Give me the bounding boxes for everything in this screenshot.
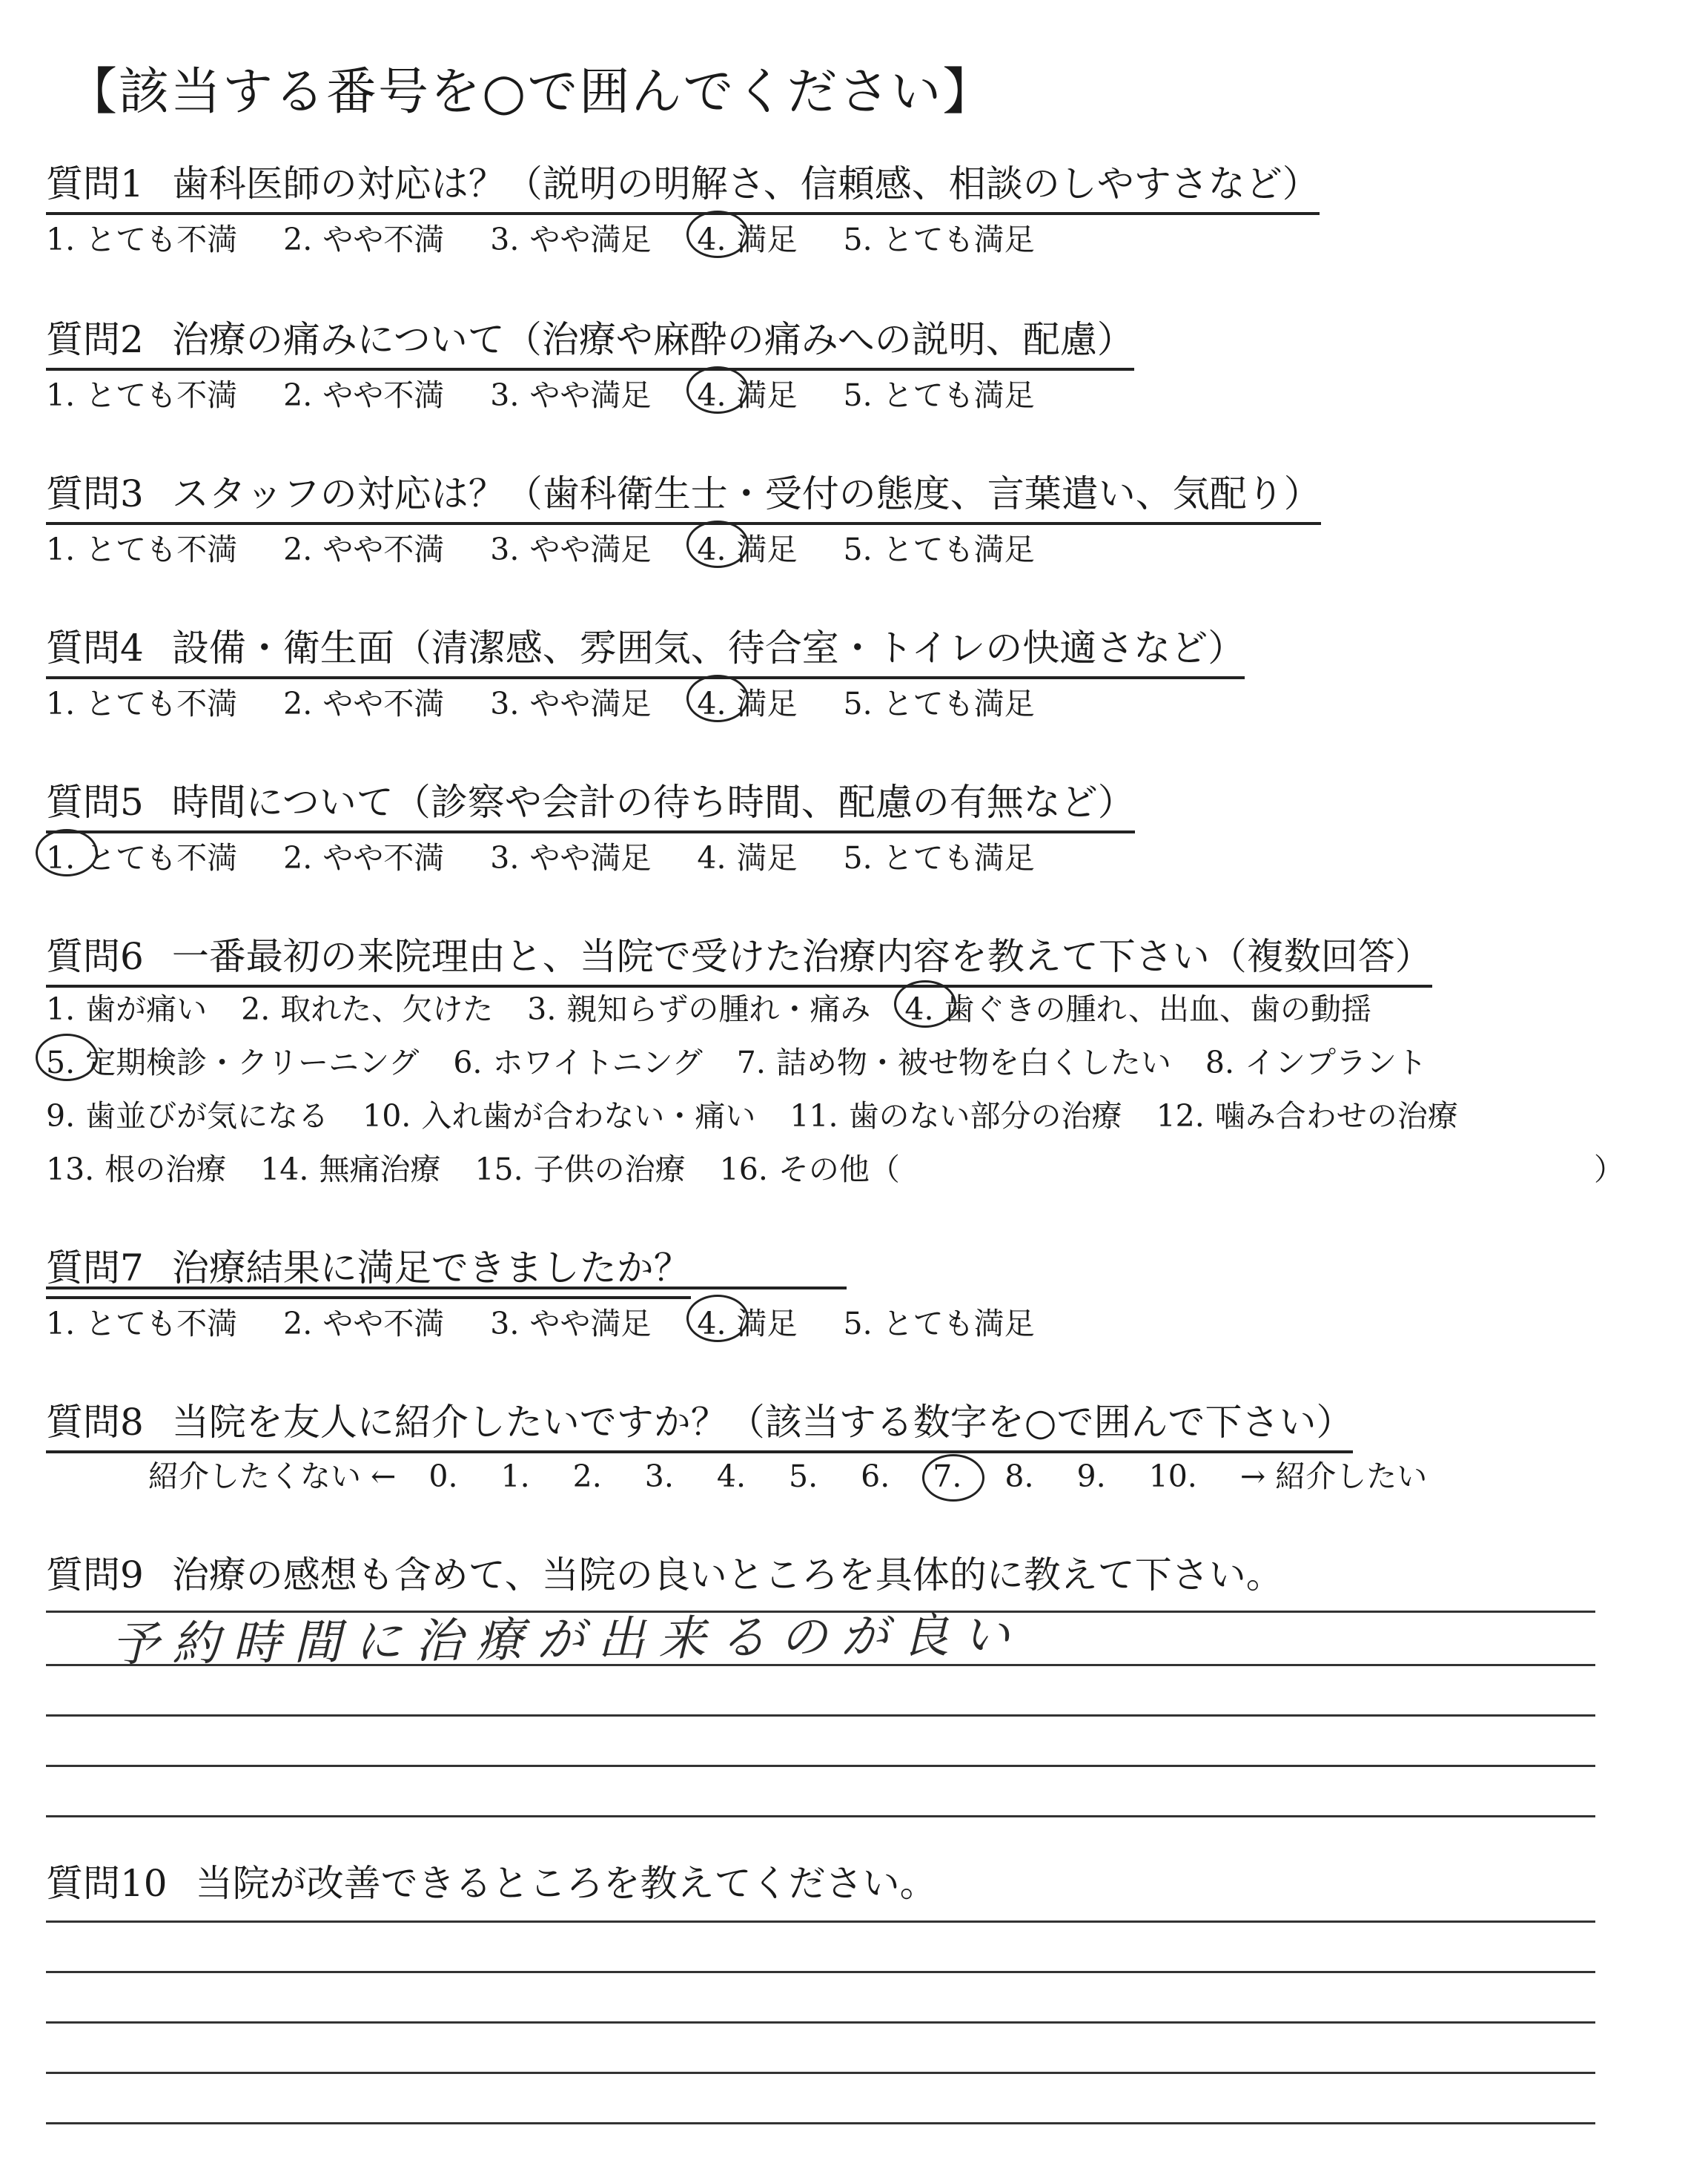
scale-option — [844, 679, 1035, 723]
question-text: 歯科医師の対応は？（説明の明解さ、信頼感、相談のしやすさなど） — [171, 162, 1320, 205]
option-label: ホワイトニング — [492, 1045, 703, 1080]
option-label: やや満足 — [529, 1306, 652, 1341]
question-number: 質問3 — [46, 472, 144, 515]
recommend-score — [645, 1459, 684, 1494]
option-number: 5. — [46, 1045, 76, 1080]
recommend-score — [789, 1459, 828, 1494]
q8-scale — [148, 1452, 1466, 1496]
option-label: とても満足 — [882, 377, 1035, 413]
option-number: 1. — [46, 377, 76, 413]
scale-option — [697, 215, 797, 259]
option-number: 1. — [46, 991, 76, 1027]
scale-right-label: → 紹介したい — [1239, 1459, 1428, 1494]
option-number: 1. — [46, 1306, 76, 1341]
option-label: とても満足 — [882, 686, 1035, 721]
option-label: とても不満 — [85, 840, 238, 876]
option-number: 4. — [716, 1459, 747, 1494]
answer-line — [46, 2122, 1595, 2124]
option-label: 歯が痛い — [85, 991, 208, 1027]
recommend-score — [1077, 1459, 1116, 1494]
option-number: 4. — [697, 1306, 726, 1341]
answer-line — [46, 2021, 1595, 2024]
option-label: やや不満 — [322, 377, 445, 413]
scale-option — [283, 525, 444, 569]
scale-option — [490, 679, 651, 723]
option-number: 0. — [428, 1459, 458, 1494]
option-label: とても不満 — [85, 377, 238, 413]
option-number: 1. — [46, 840, 76, 876]
option-label: 取れた、欠けた — [280, 991, 494, 1027]
reason-option — [453, 1038, 702, 1082]
scale-option — [283, 833, 444, 877]
answer-line — [46, 1664, 1595, 1666]
question-text: 時間について（診察や会計の待ち時間、配慮の有無など） — [171, 781, 1135, 824]
option-number: 11. — [790, 1098, 838, 1134]
option-number: 9. — [46, 1098, 76, 1134]
option-number: 3. — [644, 1459, 674, 1494]
option-number: 4. — [904, 991, 934, 1027]
option-number: 7. — [933, 1459, 962, 1494]
option-number: 12. — [1156, 1098, 1205, 1134]
question-number: 質問9 — [46, 1553, 144, 1596]
option-label: 無痛治療 — [319, 1152, 441, 1187]
scale-option — [697, 525, 797, 569]
question-text: 当院を友人に紹介したいですか？（該当する数字を○で囲んで下さい） — [171, 1401, 1354, 1444]
reason-option — [46, 1038, 419, 1082]
q3-options — [46, 525, 1081, 569]
scale-option — [46, 833, 237, 877]
option-label: 根の治療 — [105, 1152, 227, 1187]
option-number: 14. — [260, 1152, 309, 1187]
option-number: 1. — [500, 1459, 530, 1494]
scale-option — [283, 371, 444, 415]
answer-line — [46, 1920, 1595, 1923]
option-number: 3. — [490, 1306, 520, 1341]
option-label: 歯ぐきの腫れ、出血、歯の動揺 — [944, 991, 1371, 1027]
option-number: 10. — [363, 1098, 411, 1134]
option-label: やや不満 — [322, 840, 445, 876]
scale-option — [844, 1299, 1035, 1343]
answer-line — [46, 2072, 1595, 2074]
option-number: 2. — [572, 1459, 602, 1494]
answer-line — [46, 1714, 1595, 1717]
scale-option — [283, 679, 444, 723]
recommend-score — [717, 1459, 756, 1494]
option-label: 子供の治療 — [533, 1152, 686, 1187]
scale-option — [844, 525, 1035, 569]
option-number: 3. — [490, 686, 520, 721]
question-text: 設備・衛生面（清潔感、雰囲気、待合室・トイレの快適さなど） — [171, 627, 1245, 670]
option-number: 2. — [283, 686, 313, 721]
question-number: 質問7 — [46, 1246, 144, 1289]
reason-option — [790, 1091, 1122, 1135]
question-3 — [46, 464, 1321, 525]
q2-options — [46, 371, 1081, 415]
option-number: 2. — [283, 1306, 313, 1341]
q4-options — [46, 679, 1081, 723]
question-2 — [46, 310, 1134, 371]
scale-option — [697, 833, 797, 877]
scale-option — [697, 371, 797, 415]
option-label: 満足 — [736, 532, 798, 567]
option-label: とても不満 — [85, 1306, 238, 1341]
q6-row-2 — [46, 1038, 1461, 1082]
option-label: 親知らずの腫れ・痛み — [566, 991, 871, 1027]
q6-row-1 — [46, 985, 1406, 1028]
option-number: 2. — [241, 991, 271, 1027]
question-6 — [46, 927, 1432, 988]
scale-option — [490, 833, 651, 877]
option-number: 1. — [46, 222, 76, 257]
scale-option — [697, 679, 797, 723]
q6-row-3 — [46, 1091, 1492, 1135]
option-number: 3. — [490, 532, 520, 567]
scale-option — [283, 215, 444, 259]
option-label: やや満足 — [529, 377, 652, 413]
option-number: 9. — [1076, 1459, 1106, 1494]
option-label: その他（ — [778, 1152, 900, 1187]
option-label: 満足 — [736, 377, 798, 413]
reason-option — [46, 1091, 328, 1135]
option-number: 5. — [789, 1459, 818, 1494]
question-10 — [46, 1854, 937, 1912]
q6-row-4 — [46, 1145, 934, 1189]
scale-option — [490, 1299, 651, 1343]
reason-option — [904, 985, 1371, 1028]
option-number: 4. — [697, 377, 726, 413]
question-number: 質問10 — [46, 1862, 168, 1905]
option-number: 13. — [46, 1152, 95, 1187]
option-number: 4. — [697, 222, 726, 257]
option-number: 4. — [697, 686, 726, 721]
reason-option — [527, 985, 870, 1028]
scale-option — [46, 1299, 237, 1343]
option-number: 3. — [527, 991, 557, 1027]
scale-option — [844, 215, 1035, 259]
option-label: やや満足 — [529, 840, 652, 876]
option-label: やや満足 — [529, 222, 652, 257]
option-number: 10. — [1148, 1459, 1197, 1494]
question-text: 治療の痛みについて（治療や麻酔の痛みへの説明、配慮） — [171, 318, 1134, 361]
option-number: 2. — [283, 222, 313, 257]
question-number: 質問6 — [46, 935, 144, 978]
question-number: 質問4 — [46, 627, 144, 670]
option-label: 入れ歯が合わない・痛い — [421, 1098, 756, 1134]
option-number: 8. — [1004, 1459, 1034, 1494]
option-label: 満足 — [736, 222, 798, 257]
reason-option — [737, 1038, 1171, 1082]
option-number: 2. — [283, 377, 313, 413]
scale-option — [46, 525, 237, 569]
reason-option — [474, 1145, 685, 1189]
option-number: 5. — [843, 1306, 873, 1341]
option-number: 4. — [697, 840, 726, 876]
reason-option — [720, 1145, 900, 1189]
option-number: 5. — [843, 532, 873, 567]
option-label: やや満足 — [529, 532, 652, 567]
recommend-score — [428, 1459, 468, 1494]
option-label: やや不満 — [322, 1306, 445, 1341]
option-number: 3. — [490, 222, 520, 257]
q5-options — [46, 833, 1081, 877]
recommend-score — [861, 1459, 900, 1494]
option-label: とても不満 — [85, 222, 238, 257]
option-label: 詰め物・被せ物を白くしたい — [775, 1045, 1171, 1080]
question-number: 質問5 — [46, 781, 144, 824]
option-label: 歯のない部分の治療 — [848, 1098, 1122, 1134]
reason-option — [1156, 1091, 1458, 1135]
question-7-underline — [46, 1287, 847, 1289]
question-8 — [46, 1393, 1353, 1453]
option-label: とても不満 — [85, 686, 238, 721]
question-5 — [46, 773, 1135, 833]
reason-option — [241, 985, 493, 1028]
option-number: 6. — [861, 1459, 890, 1494]
scale-option — [46, 679, 237, 723]
reason-option — [46, 985, 207, 1028]
scale-option — [490, 215, 651, 259]
option-number: 5. — [843, 377, 873, 413]
scale-option — [490, 525, 651, 569]
recommend-score — [1004, 1459, 1044, 1494]
option-number: 8. — [1205, 1045, 1234, 1080]
question-number: 質問8 — [46, 1401, 144, 1444]
question-text: スタッフの対応は？（歯科衛生士・受付の態度、言葉遣い、気配り） — [171, 472, 1321, 515]
question-7 — [46, 1238, 691, 1299]
option-number: 3. — [490, 377, 520, 413]
option-label: インプラント — [1245, 1045, 1427, 1080]
recommend-score — [1149, 1459, 1208, 1494]
q7-options — [46, 1299, 1081, 1343]
recommend-score — [573, 1459, 612, 1494]
option-number: 4. — [697, 532, 726, 567]
scale-option — [697, 1299, 797, 1343]
answer-line — [46, 1971, 1595, 1973]
option-label: やや不満 — [322, 222, 445, 257]
option-number: 2. — [283, 840, 313, 876]
option-label: 満足 — [736, 1306, 798, 1341]
scale-option — [844, 371, 1035, 415]
question-number: 質問1 — [46, 162, 144, 205]
option-number: 16. — [719, 1152, 768, 1187]
answer-line — [46, 1765, 1595, 1767]
scale-left-label: 紹介したくない ← — [148, 1459, 397, 1494]
question-text: 治療の感想も含めて、当院の良いところを具体的に教えて下さい。 — [171, 1553, 1283, 1596]
reason-option — [1205, 1038, 1427, 1082]
option-label: 満足 — [736, 686, 798, 721]
option-number: 5. — [843, 222, 873, 257]
q6-other-close: ） — [1594, 1152, 1624, 1187]
scale-option — [46, 215, 237, 259]
reason-option — [46, 1145, 226, 1189]
reason-option — [260, 1145, 440, 1189]
option-label: とても満足 — [882, 840, 1035, 876]
scale-option — [283, 1299, 444, 1343]
option-number: 5. — [843, 686, 873, 721]
option-label: 噛み合わせの治療 — [1214, 1098, 1458, 1134]
answer-line — [46, 1815, 1595, 1817]
option-label: とても不満 — [85, 532, 238, 567]
option-number: 7. — [736, 1045, 766, 1080]
option-label: 満足 — [736, 840, 798, 876]
option-label: とても満足 — [882, 1306, 1035, 1341]
option-label: とても満足 — [882, 532, 1035, 567]
handwritten-answer: 予約時間に治療が出来るのが良い — [110, 1608, 1024, 1673]
option-number: 2. — [283, 532, 313, 567]
option-label: 歯並びが気になる — [85, 1098, 329, 1134]
option-number: 6. — [453, 1045, 483, 1080]
scale-option — [46, 371, 237, 415]
page-title: 【該当する番号を○で囲んでください】 — [67, 63, 995, 122]
recommend-score — [933, 1459, 972, 1494]
recommend-score — [501, 1459, 540, 1494]
question-text: 当院が改善できるところを教えてください。 — [195, 1862, 937, 1905]
q1-options — [46, 215, 1081, 259]
option-label: やや不満 — [322, 686, 445, 721]
option-number: 1. — [46, 532, 76, 567]
question-1 — [46, 154, 1320, 215]
question-4 — [46, 618, 1245, 679]
option-label: 定期検診・クリーニング — [85, 1045, 420, 1080]
question-9 — [46, 1545, 1283, 1603]
scale-option — [844, 833, 1035, 877]
question-text: 一番最初の来院理由と、当院で受けた治療内容を教えて下さい（複数回答） — [171, 935, 1432, 978]
option-number: 1. — [46, 686, 76, 721]
option-number: 5. — [843, 840, 873, 876]
option-label: やや不満 — [322, 532, 445, 567]
question-number: 質問2 — [46, 318, 144, 361]
scale-option — [490, 371, 651, 415]
option-number: 15. — [474, 1152, 523, 1187]
reason-option — [363, 1091, 755, 1135]
option-number: 3. — [490, 840, 520, 876]
question-text: 治療結果に満足できましたか？ — [171, 1246, 691, 1289]
option-label: とても満足 — [882, 222, 1035, 257]
option-label: やや満足 — [529, 686, 652, 721]
